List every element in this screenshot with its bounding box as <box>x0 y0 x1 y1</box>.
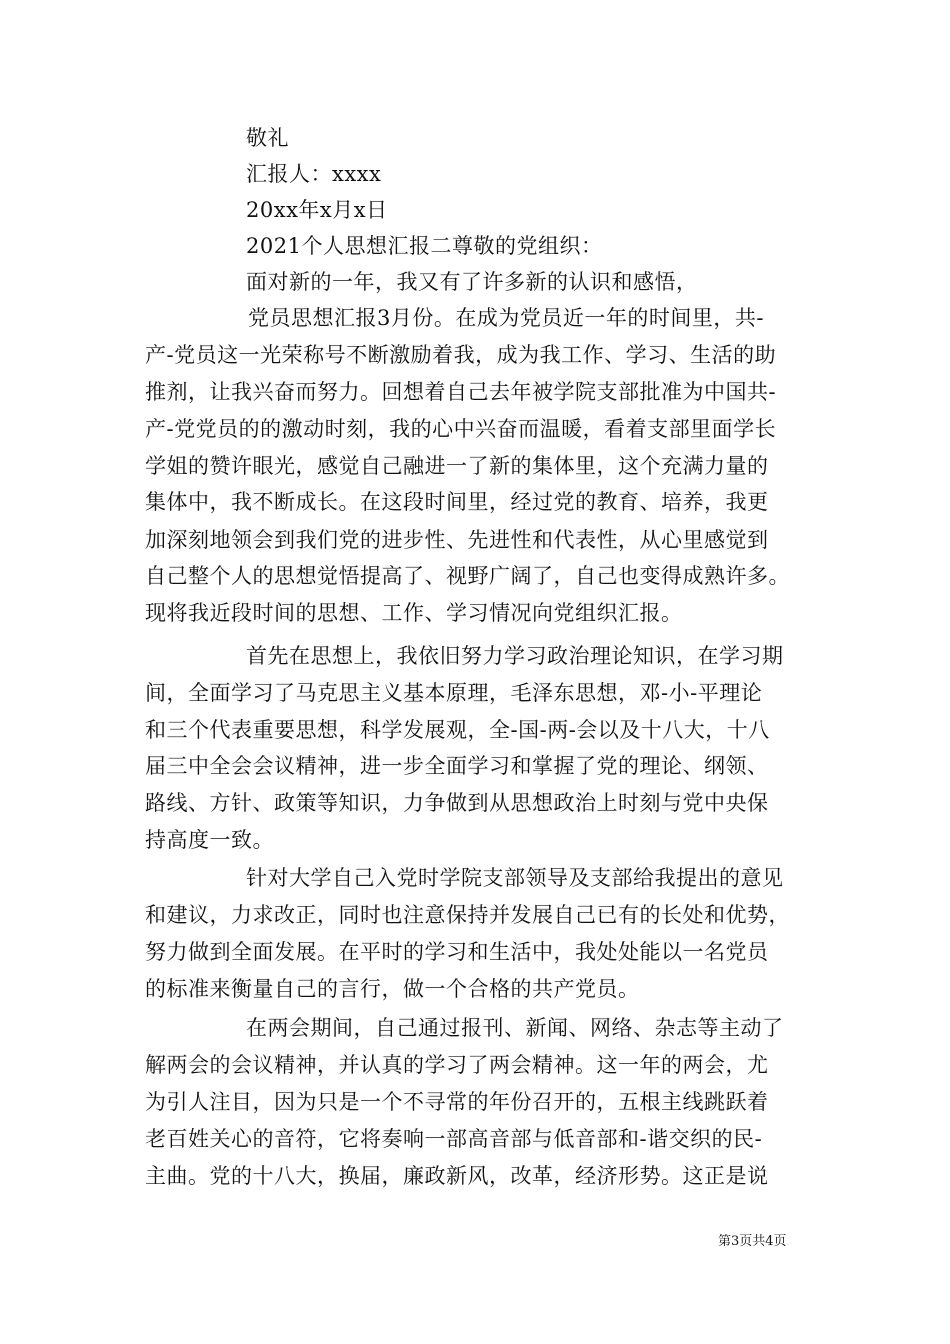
text-line: 老百姓关心的音符，它将奏响一部高音部与低音部和-谐交织的民- <box>145 1127 763 1151</box>
text-line: 推剂，让我兴奋而努力。回想着自己去年被学院支部批准为中国共- <box>145 380 777 404</box>
text-line: 学姐的赞许眼光，感觉自己融进一了新的集体里，这个充满力量的 <box>145 454 769 478</box>
text-line: 和三个代表重要思想，科学发展观，全-国-两-会以及十八大，十八 <box>145 718 770 742</box>
text-line: 加深刻地领会到我们党的进步性、先进性和代表性，从心里感觉到 <box>145 528 769 552</box>
text-line: 的标准来衡量自己的言行，做一个合格的共产党员。 <box>145 977 640 1001</box>
text-line: 和建议，力求改正，同时也注意保持并发展自己已有的长处和优势， <box>145 903 790 927</box>
text-line: 针对大学自己入党时学院支部领导及支部给我提出的意见 <box>246 866 784 890</box>
text-line: 努力做到全面发展。在平时的学习和生活中，我处处能以一名党员 <box>145 940 769 964</box>
text-line: 产-党党员的的激动时刻，我的心中兴奋而温暖，看着支部里面学长 <box>145 417 777 441</box>
text-line: 在两会期间，自己通过报刊、新闻、网络、杂志等主动了 <box>246 1016 784 1040</box>
text-line: 为引人注目，因为只是一个不寻常的年份召开的，五根主线跳跃着 <box>145 1090 769 1114</box>
text-line: 党员思想汇报3月份。在成为党员近一年的时间里，共- <box>248 306 764 330</box>
text-line: 现将我近段时间的思想、工作、学习情况向党组织汇报。 <box>145 601 683 625</box>
text-line: 产-党员这一光荣称号不断激励着我，成为我工作、学习、生活的助 <box>145 343 777 367</box>
text-line: 自己整个人的思想觉悟提高了、视野广阔了，自己也变得成熟许多。 <box>145 564 790 588</box>
text-line: 路线、方针、政策等知识，力争做到从思想政治上时刻与党中央保 <box>145 791 769 815</box>
text-line: 届三中全会会议精神，进一步全面学习和掌握了党的理论、纲领、 <box>145 754 769 778</box>
text-line: 解两会的会议精神，并认真的学习了两会精神。这一年的两会，尤 <box>145 1053 769 1077</box>
text-line: 敬礼 <box>246 126 289 150</box>
text-line: 2021个人思想汇报二尊敬的党组织： <box>246 234 603 258</box>
text-line: 主曲。党的十八大，换届，廉政新风，改革，经济形势。这正是说 <box>145 1164 769 1188</box>
page-number: 第3页共4页 <box>718 1234 787 1249</box>
text-line: 20xx年x月x日 <box>246 198 388 222</box>
text-line: 面对新的一年，我又有了许多新的认识和感悟， <box>246 270 698 294</box>
text-line: 首先在思想上，我依旧努力学习政治理论知识，在学习期 <box>246 644 784 668</box>
text-line: 集体中，我不断成长。在这段时间里，经过党的教育、培养，我更 <box>145 490 769 514</box>
text-line: 汇报人：xxxx <box>246 162 382 186</box>
text-line: 持高度一致。 <box>145 828 274 852</box>
text-line: 间，全面学习了马克思主义基本原理，毛泽东思想，邓-小-平理论 <box>145 681 763 705</box>
